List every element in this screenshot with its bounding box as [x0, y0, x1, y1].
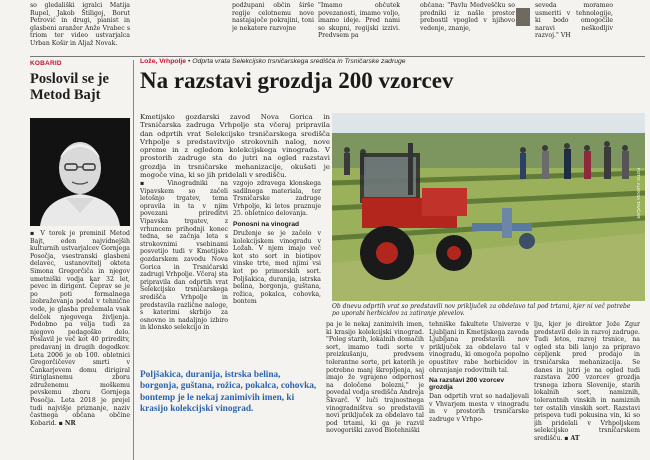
article-column-2-text-b: Druženje se je začelo v kolekcijskem vinogradu v Ložah. V njem imajo več kot sto sort in biotipov vinske trte, med njimi vsi kot po primorskih sort. Poljšakica, duranija, istrska belina, borgonja, guštana, rožica, pokalca, cohovka, bontem	[233, 229, 321, 306]
obituary-column	[30, 60, 130, 460]
obituary-signature: NR	[64, 419, 76, 427]
top-column-3-text: "Imamo občutek povezanosti, imamo voljo, imamo ideje. Pred nami so skupni, regijski izzivi. Predvsem pa	[318, 2, 400, 40]
article-column-5-text: lju, kjer je direktor Jože Žgur predstavil delo in razvoj zadruge. Tudi letos, razvoj trsnice, na ogled sta bili lanjo za pripravo cepljenk pred prodajo in trsničarska mehanizacija. Se danes in jutri je na ogled tudi razstava 200 vzorcev grozdja trsnega izbora Slovenije, starih lokalnih sort, namiznih, tolerantnih vinskih in namiznih ter ostalih vinskih sort. Razstavi prispeva tudi pokusina vin, ki so jih pridelali v Vrhpoljskem selekcijsko trsničarskem središču.	[534, 321, 640, 442]
article-subhead-vineyard: Ponosni na vinograd	[233, 220, 300, 228]
article-column-1	[140, 180, 228, 368]
article-column-3	[326, 321, 424, 460]
main-article	[140, 58, 645, 460]
article-topic-text: Odprta vrata Selekcijsko trsničarskega središča in Trsničarske zadruge	[192, 58, 406, 65]
top-column-4-text: občana: "Pavlu Medveščku so predniki iz našle prostor prebostil vpogled v njihovo vedenje, znanje,	[420, 2, 515, 32]
top-column-1-text: so gledališki igralci Matija Rupel, Jakob Štiligoj, Borut Petrović in drugi, pianist in glasbeni aranžer Anže Vrabec s triom ter video ustvarjalca Urban Košir in Aljaž Novak.	[30, 2, 130, 47]
vineyard-photo	[332, 113, 645, 301]
portrait-illustration	[30, 118, 130, 226]
top-strip	[0, 0, 650, 52]
article-topic-line: Lože, Vrhpolje • Odprta vrata Selekcijsko trsničarskega središča in Trsničarske zadruge	[140, 58, 406, 65]
article-column-4-text-a: tehniške fakultete Univerze v Ljubljani in Kmetijskega zavoda Ljubljana predstavili nov priključek za obdelavo tal v vinogradu, ki omogoča popolno opustitev rabe herbicidov in ohranjanje rodovitnih tal.	[429, 321, 529, 374]
top-column-5	[535, 2, 613, 52]
article-lead: Kmetijsko gozdarski zavod Nova Gorica in Trsničarska zadruga Vrhpolje sta včeraj pripravila dan odprtih vrat Selekcijsko trsničarskega središča Vrhpolje s predstavitvijo strokovnih nalog, nove opreme in z ogledom kolekcijskega vinograda. V prostorih zadruge sta do jutri na ogled razstavi grozdja in trsničarske mehanizacije, okušati je mogoče vina, ki so jih pridelali v središču.	[140, 113, 330, 180]
article-column-2-text-a: vzgojo zdravega klonskega sadilnega materiala, ter Trsničarske zadruge Vrhpolje, ki letos praznuje 25. obletnico delovanja.	[233, 180, 321, 218]
article-column-3-text: pa je le nekaj zanimivih imen, ki krasijo kolekcijski vinograd. "Poleg starih, lokalnih domačih sort, imamo tudi sorte v preizkušanju, predvsem tolerantne sorte, pri katerih je potrebno manj škropljenja, saj imajo že vgrajeno odpornost na določene bolezni," je povedal vodja središča Andreja Škvarč. V luči trajnostnega vinogradništva so predstavili novi priključek za obdelavo tal pod trtami, ki ga je razvil novogoriški zavod Biotehniški	[326, 321, 424, 435]
article-subhead-exhibition: Na razstavi 200 vzorcev grozdja	[429, 377, 505, 392]
top-column-2	[232, 2, 314, 52]
column-divider	[133, 60, 134, 460]
obituary-kicker: KOBARID	[30, 60, 62, 67]
photo-caption: Ob dnevu odprtih vrat so predstavili nov priključek za obdelavo tal pod trtami, kjer ni več potrebe po uporabi herbicidov za zatiranje plevelov.	[332, 303, 631, 318]
pull-quote: Poljšakica, duranija, istrska belina, borgonja, guštana, rožica, pokalca, cohovka, bontemp je le nekaj zanimivih imen, ki krasijo kolekcijski vinograd.	[140, 370, 317, 415]
top-column-5-text: seveda morameo usmeriti v tehnologije, ki bodo omogočile naravi neškodljiv razvoj." VH	[535, 2, 613, 40]
author-thumbnail	[516, 8, 530, 26]
article-topic-place: Lože, Vrhpolje	[140, 58, 187, 65]
top-column-4	[420, 2, 515, 52]
top-column-3	[318, 2, 400, 52]
article-column-1-paragraph: ▪ Vinogradniki na Vipavskem so začeli letošnjo trgatev, tema opravila in ta v njim povezani prireditvi Vipavska trgatev, z vrhuncem prihodnji konec tedna, se začnja leta s strokovnimi vsebinami posvetijo tudi v Kmetijsko gozdarskem zavodu Nova Gorica in Trsničarski zadrugi Vrhpolje. Včeraj sta pripravila dan odprtih vrat Selekcijsko trsničarskega središča Vrhpolje in predstavila različne naloge, s katerimi skrbijo za osnovno in nadaljnjo izbiro in klonsko selekcijo in	[140, 180, 228, 332]
article-column-5-paragraph: lju, kjer je direktor Jože Žgur predstavil delo in razvoj zadruge. Tudi letos, razvoj trsnice, na ogled sta bili lanjo za pripravo cepljenk pred prodajo in trsničarska mehanizacija. Se danes in jutri je na ogled tudi razstava 200 vzorcev grozdja trsnega izbora Slovenije, starih lokalnih sort, namiznih, tolerantnih vinskih in namiznih ter ostalih vinskih sort. Razstavi prispeva tudi pokusina vin, ki so jih pridelali v Vrhpoljskem selekcijsko trsničarskem središču. ▪ AT	[534, 321, 640, 442]
article-headline: Na razstavi grozdja 200 vzorcev	[140, 68, 454, 93]
article-column-1-text: Vinogradniki na Vipavskem so začeli letošnjo trgatev, tema opravila in ta v njim povezani prireditvi Vipavska trgatev, z vrhuncem prihodnji konec tedna, se začnja leta s strokovnimi vsebinami posvetijo tudi v Kmetijsko gozdarskem zavodu Nova Gorica in Trsničarski zadrugi Vrhpolje. Včeraj sta pripravila dan odprtih vrat Selekcijsko trsničarskega središča Vrhpolje in predstavila različne naloge, s katerimi skrbijo za osnovno in nadaljnjo izbiro in klonsko selekcijo in	[140, 180, 228, 332]
photo-credit: FOTO: ALEKSA TAVČAR	[636, 168, 641, 219]
top-column-2-text: podžupani občin širše regije celotnemu nove nastajajoče pokrajini, toni je nekatere razvojne	[232, 2, 314, 32]
obituary-headline: Poslovil se je Metod Bajt	[30, 71, 109, 103]
article-signature: AT	[570, 434, 580, 442]
article-column-4	[429, 321, 529, 460]
article-column-5	[534, 321, 640, 460]
obituary-text: ▪ V torek je preminil Metod Bajt, eden najvidnejših kulturnih ustvarjalcev Gornjega Posočja, vsestranski glasbeni delavec, ustanovitelj okteta Simona Gregorčiča in njegov umetniški vodja kar 32 let, pevec in dirigent. Čeprav se je po poti formalnega izobraževanja podal v tehnične vode, je glasba prežemala vsak delček njegovega življenja. Podobno pa velja tudi za njegovo pedagoško delo. Poslavil je več kot 40 prireditv, predavanj in drugih dogodkov. Leta 2006 je ob 100. obletnici Gregorčičevev smrti v Čankarjevem domu dirigiral štiriglasnemu zboru združenemu moškemu pevskemu zboru Gornjega Posočja. Leta 2018 je prejel tudi najvišje priznanje, naziv častnega občana občine Kobarid. ▪ NR	[30, 230, 130, 427]
article-column-4-text-b: Dan odprtih vrat so nadaljevali v Vhvarjem mesta v vinogradu in v prostorih trsničarske zadruge v Vrhpo-	[429, 393, 529, 423]
portrait-photo	[30, 118, 130, 226]
top-column-1	[30, 2, 130, 52]
top-divider	[30, 56, 645, 57]
obituary-body	[30, 230, 130, 460]
tractor-illustration	[332, 113, 645, 301]
obituary-body-text: V torek je preminil Metod Bajt, eden najvidnejših kulturnih ustvarjalcev Gornjega Posočja, vsestranski glasbeni delavec, ustanovitelj okteta Simona Gregorčiča in njegov umetniški vodja kar 32 let, pevec in dirigent. Čeprav se je po poti formalnega izobraževanja podal v tehnične vode, je glasba prežemala vsak delček njegovega življenja. Podobno pa velja tudi za njegovo pedagoško delo. Poslavil je več kot 40 prireditv, predavanj in drugih dogodkov. Leta 2006 je ob 100. obletnici Gregorčičevev smrti v Čankarjevem domu dirigiral štiriglasnemu zboru združenemu moškemu pevskemu zboru Gornjega Posočja. Leta 2018 je prejel tudi najvišje priznanje, naziv častnega občana občine Kobarid.	[30, 230, 130, 427]
